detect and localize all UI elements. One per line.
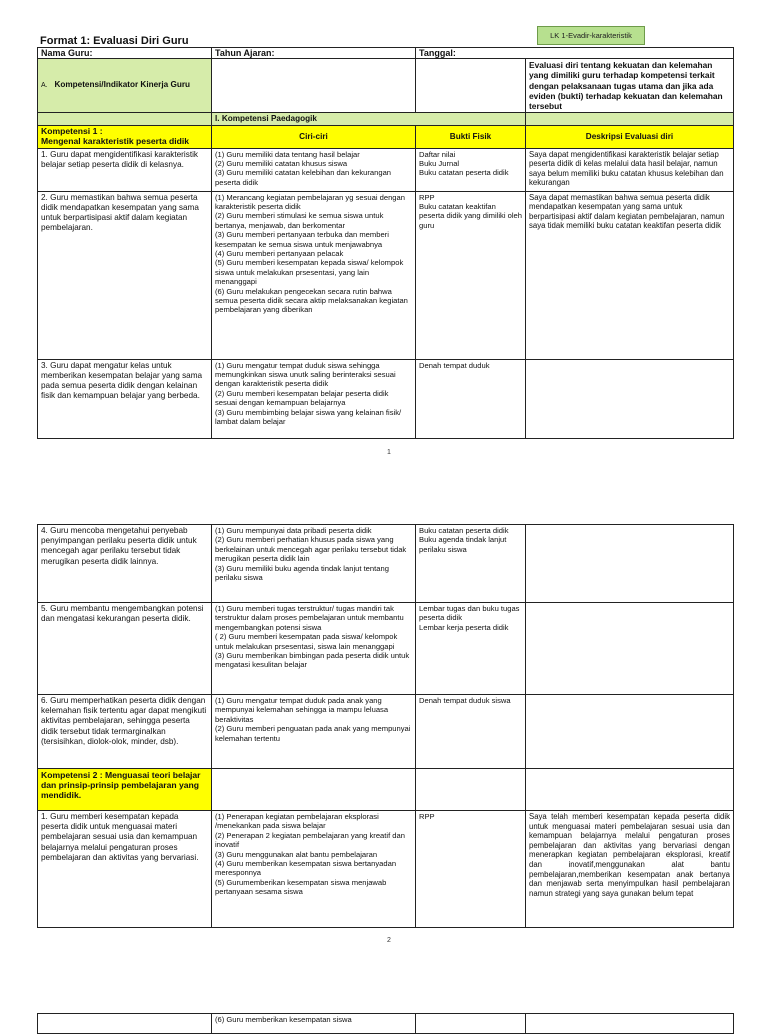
evaluation-table-page2 <box>37 524 734 928</box>
ciri-item: (5) Guru memberi kesempatan kepada siswa/ kelompok siswa untuk melakukan prsesentasi, yang lain menanggapi <box>215 258 404 287</box>
page-title: Format 1: Evaluasi Diri Guru <box>40 35 189 47</box>
intro-text: Evaluasi diri tentang kekuatan dan kelemahan yang dimiliki guru terhadap kompetensi terkait dengan pelaksanaan tugas utama dan jika ada eviden (bukti) terhadap kekuatan dan kelemahan tersebut <box>526 59 734 113</box>
ciri-item: (2) Guru memberi perhatian khusus pada siswa yang berkelainan untuk mencegah agar perilaku tersebut tidak merugikan peserta didik lain <box>215 535 407 564</box>
evaluation-table-page1 <box>37 47 734 439</box>
ciri-item: (3) Guru memiliki buku agenda tindak lanjut tentang perilaku siswa <box>215 563 389 583</box>
col-ciri-header: Ciri-ciri <box>212 126 416 148</box>
ciri-item: (2) Guru memiliki catatan khusus siswa <box>215 159 348 169</box>
ciri-list-5 <box>212 603 416 695</box>
ciri-list-4 <box>212 525 416 603</box>
bukti-3: Denah tempat duduk <box>416 359 526 438</box>
bukti-6: Denah tempat duduk siswa <box>416 695 526 769</box>
ciri-item: (2) Penerapan 2 kegiatan pembelajaran yang kreatif dan inovatif <box>215 830 405 850</box>
ciri-item: (1) Guru mempunyai data pribadi peserta didik <box>215 526 372 535</box>
ciri-item: (4) Guru memberikan kesempatan siswa bertanyadan meresponnya <box>215 859 397 878</box>
ciri-item: (3) Guru menggunakan alat bantu pembelajaran <box>215 849 378 859</box>
ciri-list-1 <box>212 148 416 191</box>
indikator-6: 6. Guru memperhatikan peserta didik dengan kelemahan fisik tertentu agar dapat mengikuti aktivitas pembelajaran, sehingga peserta didik tersebut tidak termarginalkan (tersisihkan, diolok-olok, minder, dsb). <box>38 695 212 769</box>
section-title: I. Kompetensi Paedagogik <box>212 113 526 126</box>
col-deskripsi-header: Deskripsi Evaluasi diri <box>526 126 734 148</box>
ciri-item: (5) Gurumemberikan kesempatan siswa menjawab pertanyaan sesama siswa <box>215 877 387 897</box>
intro-label: Kompetensi/Indikator Kinerja Guru <box>54 80 191 90</box>
komp2-empty-3 <box>526 769 734 811</box>
kompetensi-1-title: Kompetensi 1 : Mengenal karakteristik peserta didik <box>38 126 212 148</box>
ciri-item: (1) Penerapan kegiatan pembelajaran eksplorasi /menekankan pada siswa belajar <box>215 812 379 831</box>
bukti-2: RPP Buku catatan keaktifan peserta didik yang dimiliki oleh guru <box>416 191 526 359</box>
ciri-list-k2-1 <box>212 811 416 928</box>
ciri-list-6 <box>212 695 416 769</box>
ciri-item: (2) Guru memberi penguatan pada anak yang mempunyai kelemahan tertentu <box>215 724 411 743</box>
ciri-item: (3) Guru memberi pertanyaan terbuka dan memberi kesempatan ke semua siswa untuk menjawabnya <box>215 230 389 249</box>
intro-empty <box>212 59 416 113</box>
tahun-ajaran-label: Tahun Ajaran: <box>212 48 416 59</box>
bukti-5: Lembar tugas dan buku tugas peserta didik Lembar kerja peserta didik <box>416 603 526 695</box>
indikator-k2-1: 1. Guru memberi kesempatan kepada peserta didik untuk menguasai materi pembelajaran sesuai usia dan kemampuan belajarnya melalui pengaturan proses pembelajaran dan aktivitas yang bervariasi. <box>38 811 212 928</box>
ciri-item: (1) Guru memiliki data tentang hasil belajar <box>215 149 360 159</box>
ciri-item: (2) Guru memberi kesempatan belajar peserta didik sesuai dengan kemampuan belajarnya <box>215 388 389 408</box>
komp2-empty <box>212 769 416 811</box>
section-empty <box>38 113 212 126</box>
indikator-1: 1. Guru dapat mengidentifikasi karakteristik belajar setiap peserta didik di kelasnya. <box>38 148 212 191</box>
indikator-2: 2. Guru memastikan bahwa semua peserta didik mendapatkan kesempatan yang sama untuk berpartisipasi aktif dalam kegiatan pembelajaran. <box>38 191 212 359</box>
deskripsi-4 <box>526 525 734 603</box>
deskripsi-3 <box>526 359 734 438</box>
bukti-4: Buku catatan peserta didik Buku agenda tindak lanjut perilaku siswa <box>416 525 526 603</box>
indikator-4: 4. Guru mencoba mengetahui penyebab penyimpangan perilaku peserta didik untuk mencegah agar perilaku tersebut tidak merugikan peserta didik lainnya. <box>38 525 212 603</box>
page-number-1: 1 <box>387 449 391 456</box>
indikator-3: 3. Guru dapat mengatur kelas untuk memberikan kesempatan belajar yang sama pada semua peserta didik dengan kelainan fisik dan kemampuan belajar yang berbeda. <box>38 359 212 438</box>
deskripsi-6 <box>526 695 734 769</box>
tanggal-label: Tanggal: <box>416 48 734 59</box>
ciri-list-3 <box>212 359 416 438</box>
ciri-item: (6) Guru melakukan pengecekan secara rutin bahwa semua peserta didik secara aktip melaksanakan kegiatan pembelajaran yang diberikan <box>215 286 408 315</box>
ciri-item: (3) Guru membimbing belajar siswa yang kelainan fisik/ lambat dalam belajar <box>215 407 402 427</box>
intro-empty-2 <box>416 59 526 113</box>
ciri-item: (1) Guru mengatur tempat duduk siswa sehingga memungkinkan siswa unutk saling berinteraksi sesuai dengan karakteristik peserta didik <box>215 360 396 389</box>
section-empty-2 <box>526 113 734 126</box>
nama-guru-label: Nama Guru: <box>38 48 212 59</box>
kompetensi-2-title: Kompetensi 2 : Menguasai teori belajar dan prinsip-prinsip pembelajaran yang mendidik. <box>38 769 212 811</box>
bukti-k2-1: RPP <box>416 811 526 928</box>
deskripsi-2: Saya dapat memastikan bahwa semua peserta didik mendapatkan kesempatan yang sama untuk berpartisipasi aktif dalam kegiatan pembelajaran, namun saya tidak memiliki buku catatan keaktifan peserta didik <box>526 191 734 359</box>
deskripsi-1: Saya dapat mengidentifikasi karakteristik belajar setiap peserta didik di kelas melalui data hasil belajar, namun saya belum memiliki buku catatan khusus kelebihan dan kekurangan <box>526 148 734 191</box>
komp2-empty-2 <box>416 769 526 811</box>
col-bukti-header: Bukti Fisik <box>416 126 526 148</box>
intro-prefix: A. <box>41 82 48 90</box>
intro-label-cell <box>38 59 212 113</box>
ciri-item: (2) Guru memberi stimulasi ke semua siswa untuk bertanya, menjawab, dan berkomentar <box>215 211 384 230</box>
ciri-list-2 <box>212 191 416 359</box>
ciri-item: (4) Guru memberi pertanyaan pelacak <box>215 249 344 259</box>
page-number-2: 2 <box>387 937 391 944</box>
ciri-item: (1) Merancang kegiatan pembelajaran yg sesuai dengan karakteristik peserta didik <box>215 192 405 212</box>
ciri-item: ( 2) Guru memberi kesempatan pada siswa/ kelompok untuk melakukan prsesentasi, siswa lain menanggapi <box>215 632 398 651</box>
deskripsi-5 <box>526 603 734 695</box>
lk-badge: LK 1-Evadir-karakteristik <box>537 26 645 45</box>
ciri-continued: (6) Guru memberikan kesempatan siswa <box>212 1014 416 1034</box>
bukti-1: Daftar nilai Buku Jurnal Buku catatan peserta didik <box>416 148 526 191</box>
ciri-item: (3) Guru memberikan bimbingan pada peserta didik untuk mengatasi kesulitan belajar <box>215 651 410 670</box>
ciri-item: (1) Guru mengatur tempat duduk pada anak yang mempunyai kelemahan sehingga ia mampu leluasa beraktivitas <box>215 696 389 724</box>
ciri-item: (3) Guru memiliki catatan kelebihan dan kekurangan peserta didik <box>215 168 392 187</box>
deskripsi-k2-1: Saya telah memberi kesempatan kepada peserta didik untuk menguasai materi pembelajaran sesuai usia dan kemampuan belajarnya melalui pengaturan proses pembelajaran dan aktivitas yang bervariasi dengan menerapkan kegiatan pembelajaran eksplorasi, kreatif dan inovatif,menggunakan alat bantu pembelajaran,memberikan kesempatan anak bertanya dan menjawab serta menyimpulkan hasil pembelajaran namun strategi yang saya gunakan belum tepat <box>526 811 734 928</box>
indikator-5: 5. Guru membantu mengembangkan potensi dan mengatasi kekurangan peserta didik. <box>38 603 212 695</box>
ciri-item: (1) Guru memberi tugas terstruktur/ tugas mandiri tak terstruktur dalam proses pembelajaran untuk membantu mengembangkan potensi siswa <box>215 604 404 632</box>
